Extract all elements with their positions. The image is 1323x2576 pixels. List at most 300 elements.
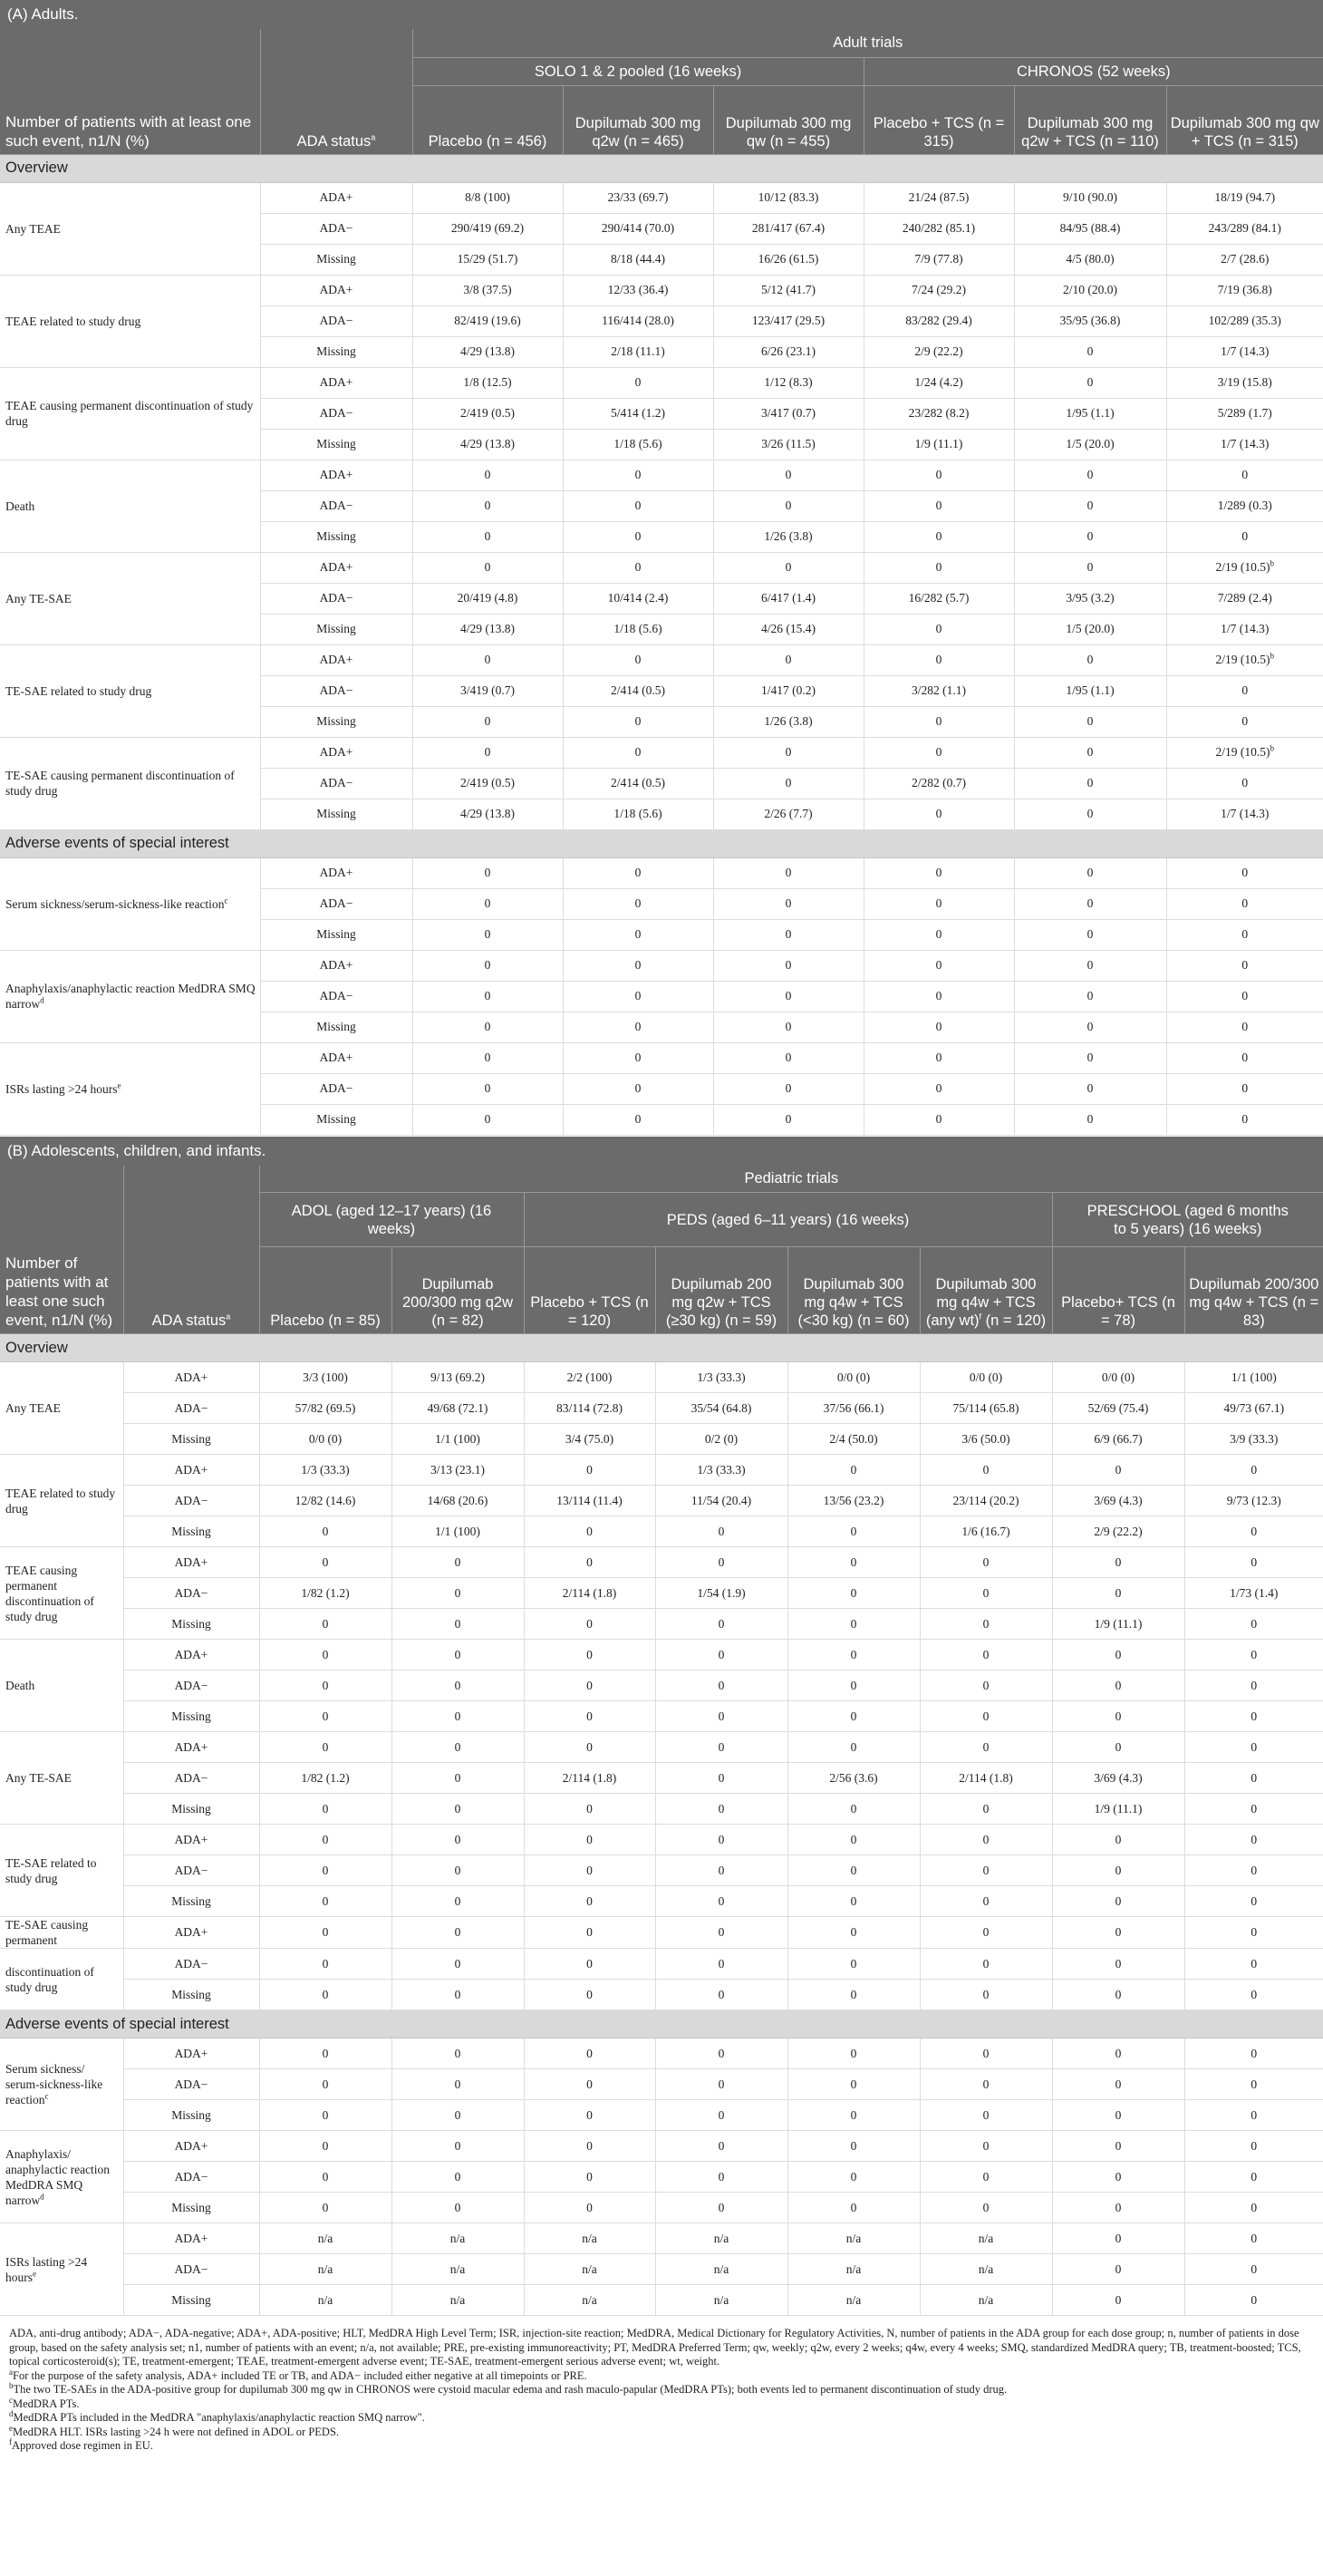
value-cell: 0 — [524, 2162, 655, 2193]
section-band: Overview — [0, 154, 1323, 182]
table-a-title: (A) Adults. — [0, 0, 1323, 29]
value-cell: 0 — [391, 2100, 524, 2131]
value-cell: 0 — [563, 1042, 713, 1073]
value-cell: 0 — [713, 919, 864, 950]
event-label: Any TE-SAE — [0, 1732, 123, 1825]
value-cell: 3/417 (0.7) — [713, 398, 864, 429]
value-cell: 0 — [412, 857, 563, 888]
footnote: $^f$Approved dose regimen in EU. — [9, 2436, 153, 2452]
value-cell: 0 — [391, 2039, 524, 2069]
value-cell: 0 — [412, 552, 563, 583]
value-cell: 0 — [787, 2039, 920, 2069]
value-cell: 0 — [259, 2069, 391, 2100]
value-cell: 1/1 (100) — [1184, 1362, 1323, 1393]
table-row — [0, 1732, 1323, 1763]
value-cell: 2/7 (28.6) — [1166, 244, 1323, 275]
table-row — [0, 1794, 1323, 1825]
value-cell: 2/414 (0.5) — [563, 675, 713, 706]
value-cell: 12/82 (14.6) — [259, 1486, 391, 1516]
table-row — [0, 950, 1323, 981]
value-cell: 0 — [1184, 1855, 1323, 1886]
value-cell: 2/26 (7.7) — [713, 799, 864, 829]
event-label: discontinuation of study drug — [0, 1949, 123, 2010]
value-cell: 0 — [787, 1886, 920, 1917]
value-cell: 0 — [1014, 888, 1166, 919]
ada-status-cell: ADA− — [123, 2162, 259, 2193]
value-cell: 0 — [1184, 2254, 1323, 2285]
table-row — [0, 1886, 1323, 1917]
value-cell: 2/114 (1.8) — [524, 1763, 655, 1794]
value-cell: 0 — [391, 2131, 524, 2162]
value-cell: 0 — [1052, 1732, 1184, 1763]
value-cell: 0 — [655, 1794, 787, 1825]
footnote: $^b$The two TE-SAEs in the ADA-positive group for dupilumab 300 mg qw in CHRONOS were cystoid macular edema and rash maculo-papular (MedDRA PTs); both events led to permanent discontinuation of study drug. — [9, 2380, 1008, 2396]
table-row — [0, 1455, 1323, 1486]
ada-status-cell: Missing — [260, 1104, 412, 1135]
value-cell: 1/3 (33.3) — [655, 1455, 787, 1486]
value-cell: 3/13 (23.1) — [391, 1455, 524, 1486]
value-cell: 0 — [259, 1516, 391, 1547]
value-cell: 3/3 (100) — [259, 1362, 391, 1393]
value-cell: 0 — [920, 2069, 1052, 2100]
value-cell: 1/9 (11.1) — [864, 429, 1014, 460]
column-header: Dupilumab 200/300 mg q4w + TCS (n = 83) — [1184, 1247, 1323, 1334]
value-cell: 2/9 (22.2) — [1052, 1516, 1184, 1547]
value-cell: 0 — [259, 1794, 391, 1825]
value-cell: 0 — [713, 490, 864, 521]
value-cell: 23/33 (69.7) — [563, 182, 713, 213]
value-cell: 0 — [259, 1701, 391, 1732]
ada-status-header: ADA status$^a$ — [260, 29, 412, 154]
value-cell: 0 — [524, 1671, 655, 1701]
event-label: TE-SAE related to study drug — [0, 1825, 123, 1917]
value-cell: 1/95 (1.1) — [1014, 398, 1166, 429]
ada-status-cell: ADA+ — [260, 950, 412, 981]
value-cell: 1/5 (20.0) — [1014, 614, 1166, 644]
value-cell: 0 — [391, 1855, 524, 1886]
value-cell: 0 — [787, 1732, 920, 1763]
value-cell: 0 — [1014, 1042, 1166, 1073]
column-header: Placebo+ TCS (n = 78) — [1052, 1247, 1184, 1334]
value-cell: 1/8 (12.5) — [412, 367, 563, 398]
value-cell: n/a — [259, 2223, 391, 2254]
value-cell: 0 — [920, 1917, 1052, 1949]
value-cell: 0 — [563, 706, 713, 737]
ada-status-cell: ADA− — [123, 1855, 259, 1886]
value-cell: 0 — [259, 2131, 391, 2162]
value-cell: 83/282 (29.4) — [864, 305, 1014, 336]
value-cell: 0 — [391, 2162, 524, 2193]
value-cell: 0 — [391, 1825, 524, 1855]
value-cell: 0 — [655, 2131, 787, 2162]
value-cell: 0 — [920, 1825, 1052, 1855]
value-cell: 20/419 (4.8) — [412, 583, 563, 614]
value-cell: 0 — [563, 737, 713, 768]
value-cell: 0 — [1052, 2254, 1184, 2285]
value-cell: 0 — [259, 1825, 391, 1855]
value-cell: 0 — [1166, 460, 1323, 490]
table-row — [0, 857, 1323, 888]
value-cell: 0 — [787, 1455, 920, 1486]
value-cell: 1/9 (11.1) — [1052, 1794, 1184, 1825]
value-cell: 83/114 (72.8) — [524, 1393, 655, 1424]
trial-header-solo: SOLO 1 & 2 pooled (16 weeks) — [412, 57, 864, 85]
value-cell: 0 — [1014, 857, 1166, 888]
value-cell: 0 — [1052, 1455, 1184, 1486]
value-cell: n/a — [655, 2254, 787, 2285]
value-cell: 0 — [864, 552, 1014, 583]
value-cell: 0 — [391, 1886, 524, 1917]
value-cell: 0 — [1014, 490, 1166, 521]
value-cell: 0 — [1014, 367, 1166, 398]
value-cell: 0 — [563, 1012, 713, 1042]
value-cell: 0 — [1184, 1763, 1323, 1794]
ada-status-cell: ADA− — [260, 675, 412, 706]
value-cell: n/a — [920, 2223, 1052, 2254]
value-cell: 4/29 (13.8) — [412, 799, 563, 829]
value-cell: 0 — [864, 919, 1014, 950]
ada-status-cell: ADA− — [260, 213, 412, 244]
value-cell: 0 — [563, 460, 713, 490]
table-row — [0, 1362, 1323, 1393]
value-cell: 0 — [391, 1578, 524, 1609]
column-header: Dupilumab 300 mg q4w + TCS (<30 kg) (n = 60) — [787, 1247, 920, 1334]
value-cell: 0 — [655, 1516, 787, 1547]
ada-status-cell: ADA− — [260, 1073, 412, 1104]
value-cell: 2/2 (100) — [524, 1362, 655, 1393]
value-cell: 0 — [713, 768, 864, 799]
value-cell: 0 — [1052, 2162, 1184, 2193]
ada-status-cell: ADA+ — [123, 1547, 259, 1578]
ada-status-cell: ADA+ — [123, 1455, 259, 1486]
value-cell: 2/114 (1.8) — [524, 1578, 655, 1609]
ada-status-cell: Missing — [123, 2100, 259, 2131]
column-header: Dupilumab 300 mg qw + TCS (n = 315) — [1166, 85, 1323, 154]
value-cell: 0 — [1052, 2039, 1184, 2069]
value-cell: 0 — [524, 1701, 655, 1732]
event-label: Anaphylaxis/anaphylactic reaction MedDRA SMQ narrow$^d$ — [0, 950, 260, 1042]
value-cell: 0 — [787, 2100, 920, 2131]
value-cell: 0 — [391, 1701, 524, 1732]
trial-header-preschool: PRESCHOOL (aged 6 months to 5 years) (16 weeks) — [1052, 1193, 1323, 1247]
value-cell: 0 — [524, 2131, 655, 2162]
value-cell: 0 — [563, 644, 713, 675]
value-cell: 0 — [787, 1949, 920, 1980]
value-cell: 0 — [920, 1640, 1052, 1671]
footnote: $^a$For the purpose of the safety analysis, ADA+ included TE or TB, and ADA− included either negative at all timepoints or PRE. — [9, 2367, 587, 2382]
section-band: Adverse events of special interest — [0, 2010, 1323, 2039]
value-cell: 0 — [713, 1012, 864, 1042]
value-cell: 0 — [524, 1609, 655, 1640]
value-cell: 0 — [713, 644, 864, 675]
value-cell: 0 — [1014, 737, 1166, 768]
value-cell: 1/26 (3.8) — [713, 521, 864, 552]
value-cell: 0 — [713, 552, 864, 583]
value-cell: n/a — [524, 2285, 655, 2316]
table-row — [0, 1609, 1323, 1640]
value-cell: 4/5 (80.0) — [1014, 244, 1166, 275]
value-cell: 0 — [524, 1547, 655, 1578]
value-cell: 0 — [1014, 521, 1166, 552]
value-cell: 0 — [864, 857, 1014, 888]
ada-status-cell: Missing — [260, 706, 412, 737]
value-cell: 0 — [1184, 1455, 1323, 1486]
value-cell: 0 — [1184, 2162, 1323, 2193]
ada-status-cell: Missing — [123, 1886, 259, 1917]
value-cell: n/a — [655, 2223, 787, 2254]
ada-status-cell: ADA+ — [260, 644, 412, 675]
value-cell: 0 — [920, 1980, 1052, 2010]
value-cell: 1/6 (16.7) — [920, 1516, 1052, 1547]
value-cell: 0 — [391, 1763, 524, 1794]
value-cell: 0 — [259, 1732, 391, 1763]
table-row — [0, 737, 1323, 768]
value-cell: 52/69 (75.4) — [1052, 1393, 1184, 1424]
value-cell: 35/54 (64.8) — [655, 1393, 787, 1424]
value-cell: 0 — [713, 1073, 864, 1104]
event-label: TEAE related to study drug — [0, 1455, 123, 1547]
table-row — [0, 1701, 1323, 1732]
value-cell: 0 — [787, 1794, 920, 1825]
value-cell: 0 — [524, 1949, 655, 1980]
value-cell: 3/419 (0.7) — [412, 675, 563, 706]
ada-status-cell: ADA+ — [260, 367, 412, 398]
event-label: Any TEAE — [0, 1362, 123, 1455]
value-cell: 1/9 (11.1) — [1052, 1609, 1184, 1640]
table-row — [0, 1949, 1323, 1980]
value-cell: 0 — [1014, 460, 1166, 490]
value-cell: 1/73 (1.4) — [1184, 1578, 1323, 1609]
ada-status-cell: ADA+ — [260, 1042, 412, 1073]
value-cell: 0 — [920, 2100, 1052, 2131]
value-cell: 0 — [412, 1042, 563, 1073]
value-cell: 0 — [1014, 799, 1166, 829]
table-row — [0, 2254, 1323, 2285]
value-cell: 49/68 (72.1) — [391, 1393, 524, 1424]
value-cell: 1/24 (4.2) — [864, 367, 1014, 398]
value-cell: 290/414 (70.0) — [563, 213, 713, 244]
event-label: ISRs lasting >24 hours$^e$ — [0, 1042, 260, 1135]
value-cell: 0 — [655, 1886, 787, 1917]
value-cell: 0 — [259, 1855, 391, 1886]
value-cell: 0 — [1184, 1732, 1323, 1763]
ada-status-cell: ADA− — [123, 1486, 259, 1516]
value-cell: 0 — [563, 490, 713, 521]
value-cell: 0 — [259, 1609, 391, 1640]
value-cell: 0 — [563, 552, 713, 583]
footnote: ADA, anti-drug antibody; ADA−, ADA-negative; ADA+, ADA-positive; HLT, MedDRA High Level Term; ISR, injection-site reaction; MedDRA, Medical Dictionary for Regulatory Activities, N, number of patients in the ADA group for each dose group; n, number of patients in dose group, based on the safety analysis set; n1, number of patients with an event; n/a, not available; PRE, pre-existing immunoreactivity; PT, MedDRA Preferred Term; qw, weekly; q2w, every 2 weeks; q4w, every 4 weeks; SMQ, standardized MedDRA query; TB, treatment-boosted; TCS, topical corticosteroid(s); TE, treatment-emergent; TEAE, treatment-emergent adverse event; TE-SAE, treatment-emergent serious adverse event; wt, weight. — [9, 2327, 1301, 2368]
column-header: Dupilumab 300 mg q4w + TCS (any wt)$^f$ (n = 120) — [920, 1247, 1052, 1334]
value-cell: 0 — [655, 1547, 787, 1578]
value-cell: 0/0 (0) — [1052, 1362, 1184, 1393]
value-cell: 0 — [713, 950, 864, 981]
table-row — [0, 1578, 1323, 1609]
event-label: TE-SAE causing permanent — [0, 1917, 123, 1949]
value-cell: 0 — [1052, 1855, 1184, 1886]
value-cell: 0 — [391, 1547, 524, 1578]
value-cell: 0 — [524, 1825, 655, 1855]
value-cell: 0 — [655, 1949, 787, 1980]
ada-status-header: ADA status$^a$ — [123, 1166, 259, 1334]
value-cell: 0 — [524, 2100, 655, 2131]
value-cell: 0 — [563, 919, 713, 950]
value-cell: n/a — [787, 2223, 920, 2254]
value-cell: 0 — [1184, 1825, 1323, 1855]
value-cell: 0 — [1166, 1073, 1323, 1104]
value-cell: 0 — [864, 950, 1014, 981]
ada-status-cell: Missing — [123, 1609, 259, 1640]
value-cell: 10/414 (2.4) — [563, 583, 713, 614]
value-cell: 10/12 (83.3) — [713, 182, 864, 213]
value-cell: 0 — [1184, 2069, 1323, 2100]
ada-status-cell: ADA+ — [123, 1640, 259, 1671]
value-cell: 0 — [864, 460, 1014, 490]
table-row — [0, 2162, 1323, 2193]
value-cell: 0 — [391, 2193, 524, 2223]
value-cell: 0 — [864, 521, 1014, 552]
value-cell: n/a — [787, 2285, 920, 2316]
ada-status-cell: ADA− — [123, 2254, 259, 2285]
table-pediatric — [0, 1137, 1323, 2317]
value-cell: 5/289 (1.7) — [1166, 398, 1323, 429]
value-cell: 5/414 (1.2) — [563, 398, 713, 429]
value-cell: 1/7 (14.3) — [1166, 799, 1323, 829]
footnotes — [0, 2316, 1323, 2454]
value-cell: 1/18 (5.6) — [563, 799, 713, 829]
value-cell: 0 — [920, 1578, 1052, 1609]
ada-status-cell: ADA+ — [123, 2223, 259, 2254]
table-row — [0, 2039, 1323, 2069]
value-cell: 0 — [563, 857, 713, 888]
value-cell: 1/5 (20.0) — [1014, 429, 1166, 460]
value-cell: 0 — [259, 1917, 391, 1949]
value-cell: 0 — [1166, 706, 1323, 737]
value-cell: 6/417 (1.4) — [713, 583, 864, 614]
ada-status-cell: Missing — [123, 2285, 259, 2316]
value-cell: 0 — [259, 2039, 391, 2069]
value-cell: 0 — [1052, 1578, 1184, 1609]
value-cell: 0 — [864, 706, 1014, 737]
value-cell: 243/289 (84.1) — [1166, 213, 1323, 244]
value-cell: 0 — [412, 521, 563, 552]
value-cell: 102/289 (35.3) — [1166, 305, 1323, 336]
value-cell: 0 — [1166, 768, 1323, 799]
column-header: Dupilumab 200/300 mg q2w (n = 82) — [391, 1247, 524, 1334]
value-cell: 3/26 (11.5) — [713, 429, 864, 460]
value-cell: 2/18 (11.1) — [563, 336, 713, 367]
event-label: Any TE-SAE — [0, 552, 260, 644]
value-cell: 1/3 (33.3) — [655, 1362, 787, 1393]
value-cell: 0 — [412, 460, 563, 490]
value-cell: 0 — [655, 2100, 787, 2131]
table-b-title: (B) Adolescents, children, and infants. — [0, 1137, 1323, 1166]
value-cell: 0 — [391, 1949, 524, 1980]
value-cell: 0 — [259, 2162, 391, 2193]
value-cell: 0 — [1166, 950, 1323, 981]
value-cell: 1/12 (8.3) — [713, 367, 864, 398]
value-cell: 2/419 (0.5) — [412, 768, 563, 799]
value-cell: 3/282 (1.1) — [864, 675, 1014, 706]
column-header: Placebo + TCS (n = 315) — [864, 85, 1014, 154]
value-cell: 1/54 (1.9) — [655, 1578, 787, 1609]
value-cell: 0 — [787, 2162, 920, 2193]
event-label: TEAE related to study drug — [0, 275, 260, 367]
table-row — [0, 1547, 1323, 1578]
value-cell: 0 — [524, 1917, 655, 1949]
value-cell: 0 — [1014, 919, 1166, 950]
value-cell: 0 — [259, 1980, 391, 2010]
ada-status-cell: ADA− — [123, 1671, 259, 1701]
value-cell: n/a — [524, 2254, 655, 2285]
value-cell: 0 — [1166, 1104, 1323, 1135]
value-cell: 0 — [655, 1763, 787, 1794]
value-cell: 0 — [1052, 1547, 1184, 1578]
table-row — [0, 1516, 1323, 1547]
value-cell: 9/10 (90.0) — [1014, 182, 1166, 213]
ada-status-cell: ADA− — [123, 1578, 259, 1609]
ada-status-cell: ADA− — [123, 1763, 259, 1794]
value-cell: 13/56 (23.2) — [787, 1486, 920, 1516]
value-cell: 0 — [655, 2069, 787, 2100]
value-cell: 0 — [391, 1640, 524, 1671]
value-cell: 0 — [524, 1794, 655, 1825]
ada-status-cell: ADA− — [260, 490, 412, 521]
value-cell: 0 — [1014, 768, 1166, 799]
value-cell: 1/1 (100) — [391, 1424, 524, 1455]
value-cell: 3/95 (3.2) — [1014, 583, 1166, 614]
value-cell: 0 — [864, 614, 1014, 644]
value-cell: n/a — [524, 2223, 655, 2254]
ada-status-cell: ADA+ — [260, 737, 412, 768]
value-cell: 2/56 (3.6) — [787, 1763, 920, 1794]
value-cell: 0 — [920, 1949, 1052, 1980]
value-cell: 0 — [412, 490, 563, 521]
value-cell: 1/95 (1.1) — [1014, 675, 1166, 706]
value-cell: 16/26 (61.5) — [713, 244, 864, 275]
value-cell: 0 — [1052, 2069, 1184, 2100]
value-cell: 0 — [713, 981, 864, 1012]
value-cell: 0 — [391, 1794, 524, 1825]
value-cell: 0 — [1184, 1886, 1323, 1917]
value-cell: 0 — [1052, 2193, 1184, 2223]
value-cell: 0 — [920, 1732, 1052, 1763]
value-cell: 0 — [655, 1640, 787, 1671]
ada-status-cell: Missing — [123, 1794, 259, 1825]
value-cell: 0 — [864, 737, 1014, 768]
table-row — [0, 1640, 1323, 1671]
value-cell: 2/9 (22.2) — [864, 336, 1014, 367]
event-label: TE-SAE related to study drug — [0, 644, 260, 737]
value-cell: 15/29 (51.7) — [412, 244, 563, 275]
value-cell: 0 — [391, 1732, 524, 1763]
value-cell: 12/33 (36.4) — [563, 275, 713, 305]
value-cell: 0 — [787, 1516, 920, 1547]
value-cell: 0 — [1184, 2285, 1323, 2316]
value-cell: 0 — [391, 2069, 524, 2100]
value-cell: 1/18 (5.6) — [563, 614, 713, 644]
value-cell: 0/0 (0) — [920, 1362, 1052, 1393]
value-cell: 0 — [713, 857, 864, 888]
value-cell: 0 — [412, 981, 563, 1012]
value-cell: 4/29 (13.8) — [412, 429, 563, 460]
value-cell: 0 — [1184, 2193, 1323, 2223]
ada-status-cell: ADA+ — [123, 1917, 259, 1949]
value-cell: 2/10 (20.0) — [1014, 275, 1166, 305]
value-cell: 0 — [655, 1671, 787, 1701]
event-label: Death — [0, 460, 260, 552]
value-cell: 8/8 (100) — [412, 182, 563, 213]
group-header: Adult trials — [412, 29, 1323, 57]
